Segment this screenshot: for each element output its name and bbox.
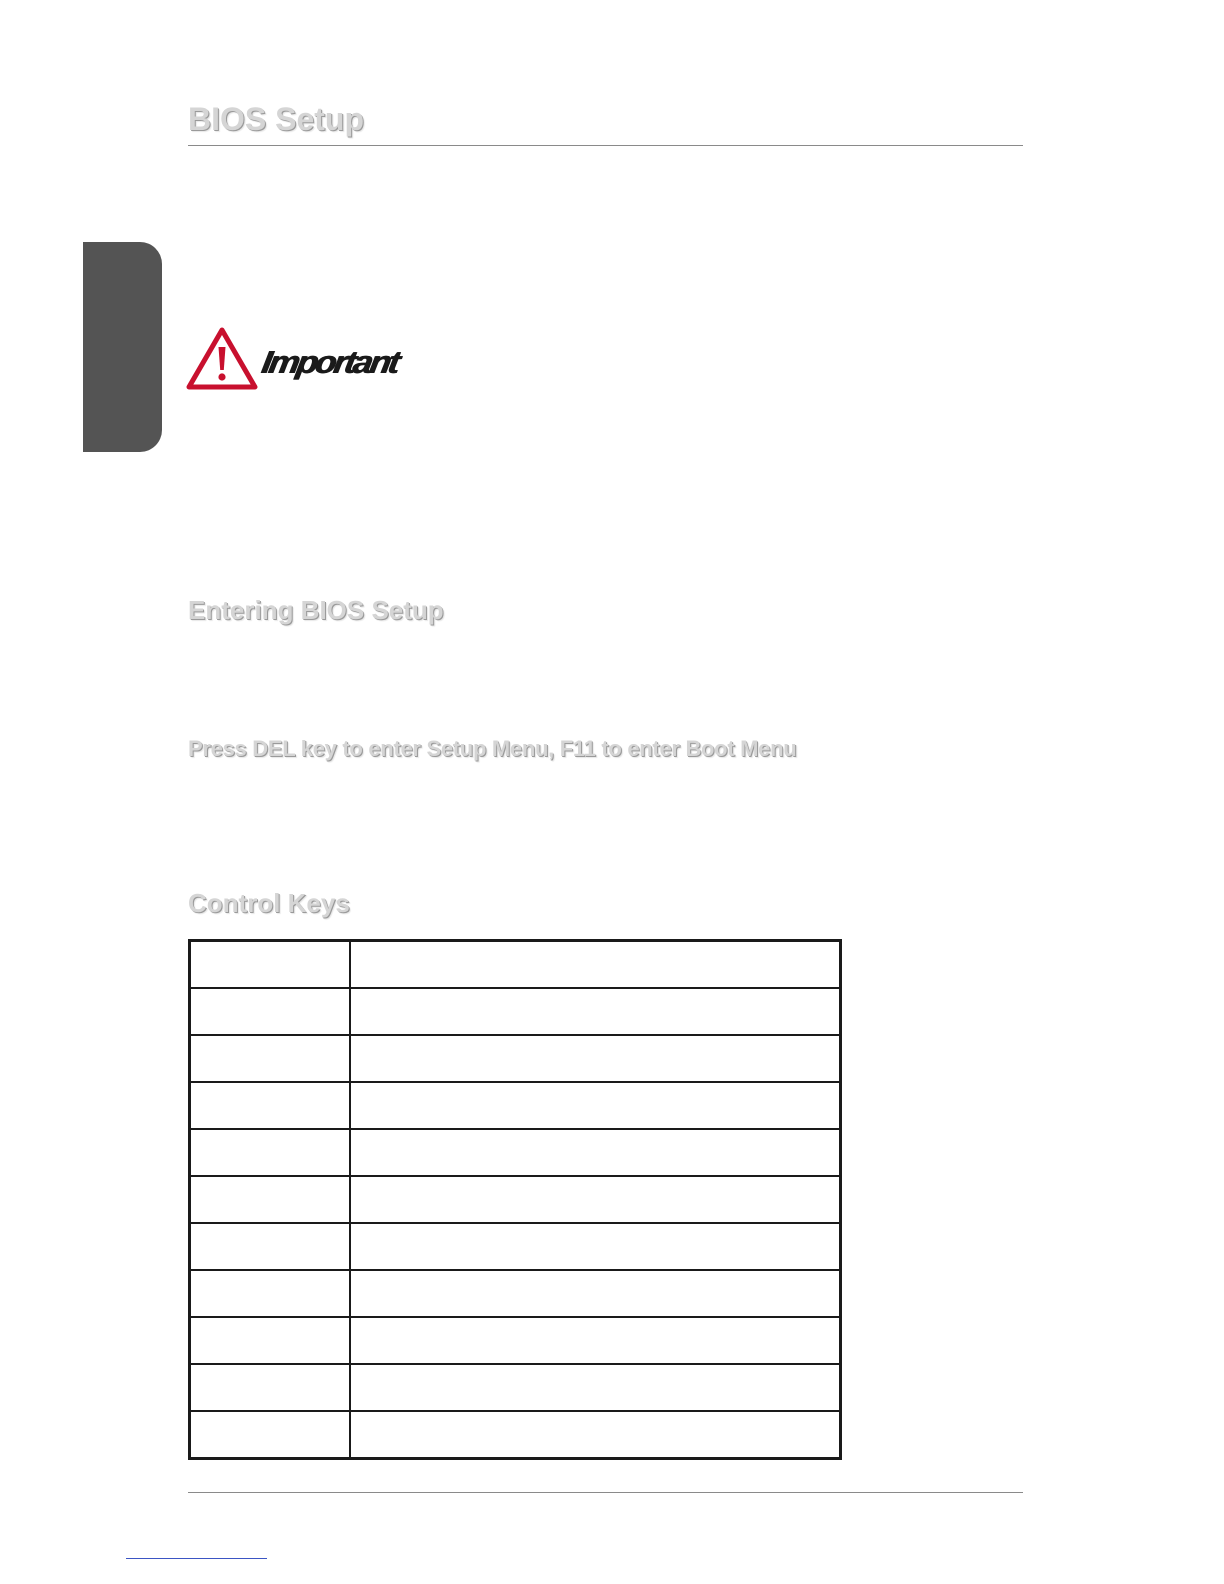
description-cell [350, 1082, 841, 1129]
description-cell [350, 941, 841, 989]
key-cell [190, 1317, 351, 1364]
table-row [190, 1176, 841, 1223]
table-row [190, 1082, 841, 1129]
table-row [190, 1317, 841, 1364]
key-cell [190, 1411, 351, 1459]
table-row [190, 1411, 841, 1459]
table-row [190, 1129, 841, 1176]
section-heading-entering-bios: Entering BIOS Setup [188, 595, 444, 625]
description-cell [350, 988, 841, 1035]
description-cell [350, 1317, 841, 1364]
boot-message: Press DEL key to enter Setup Menu, F11 to enter Boot Menu [188, 736, 797, 761]
description-cell [350, 1223, 841, 1270]
description-cell [350, 1129, 841, 1176]
table-row [190, 941, 841, 989]
key-cell [190, 988, 351, 1035]
table-row [190, 1035, 841, 1082]
important-callout [186, 326, 406, 392]
key-cell [190, 1223, 351, 1270]
key-cell [190, 1176, 351, 1223]
important-label: Important [258, 344, 401, 380]
description-cell [350, 1411, 841, 1459]
key-cell [190, 1035, 351, 1082]
key-cell [190, 1082, 351, 1129]
table-row [190, 1223, 841, 1270]
table-row [190, 1270, 841, 1317]
chapter-side-tab [83, 242, 162, 452]
table-row [190, 988, 841, 1035]
key-cell [190, 1364, 351, 1411]
warning-triangle-icon [186, 326, 258, 392]
footer-divider [188, 1492, 1023, 1493]
link-underline[interactable] [126, 1558, 267, 1559]
description-cell [350, 1270, 841, 1317]
title-divider [188, 145, 1023, 146]
page-title: BIOS Setup [188, 101, 365, 137]
key-cell [190, 1129, 351, 1176]
key-cell [190, 941, 351, 989]
section-heading-control-keys: Control Keys [188, 888, 350, 918]
description-cell [350, 1176, 841, 1223]
control-keys-table [188, 939, 842, 1460]
table-row [190, 1364, 841, 1411]
description-cell [350, 1035, 841, 1082]
key-cell [190, 1270, 351, 1317]
description-cell [350, 1364, 841, 1411]
